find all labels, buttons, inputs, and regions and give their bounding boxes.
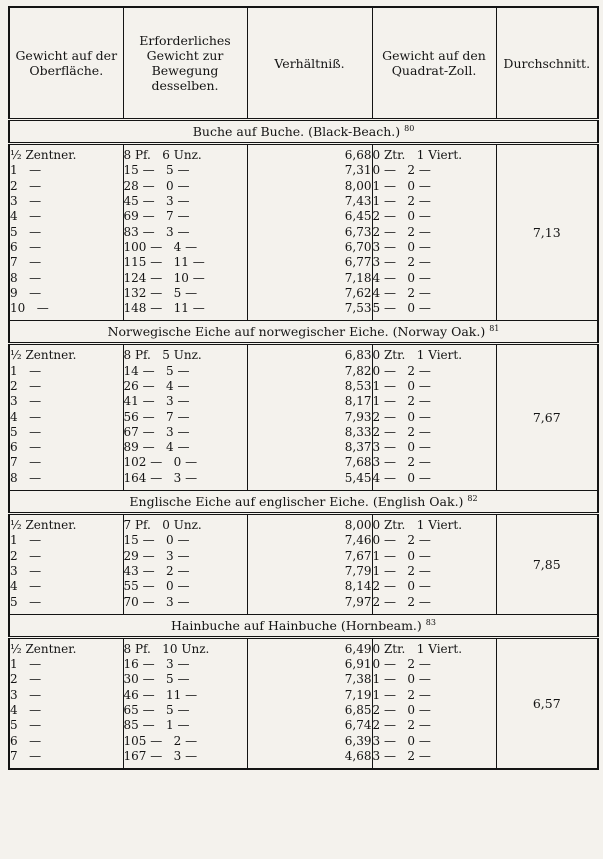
surface-weight-cell: 3 — <box>9 194 123 209</box>
ratio-cell: 6,85 <box>247 703 372 718</box>
ratio-cell: 7,38 <box>247 672 372 687</box>
required-weight-cell: 167 — 3 — <box>123 749 247 769</box>
ratio-cell: 6,73 <box>247 224 372 239</box>
square-inch-weight-cell: 2 — 0 — <box>372 579 496 594</box>
footnote-marker: 83 <box>425 617 436 627</box>
header-row <box>9 7 598 120</box>
square-inch-weight-cell: 3 — 0 — <box>372 240 496 255</box>
header-required-weight: Erforderliches Gewicht zur Bewegung desselben. <box>123 7 247 120</box>
header-surface-weight: Gewicht auf der Oberfläche. <box>9 7 123 120</box>
square-inch-weight-cell: 0 Ztr. 1 Viert. <box>372 144 496 164</box>
section-title <box>9 321 598 344</box>
required-weight-cell: 89 — 4 — <box>123 440 247 455</box>
surface-weight-cell: 6 — <box>9 440 123 455</box>
surface-weight-cell: 4 — <box>9 209 123 224</box>
required-weight-cell: 69 — 7 — <box>123 209 247 224</box>
ratio-cell: 7,19 <box>247 688 372 703</box>
table-row <box>9 637 598 657</box>
square-inch-weight-cell: 0 Ztr. 1 Viert. <box>372 344 496 364</box>
square-inch-weight-cell: 5 — 0 — <box>372 301 496 321</box>
surface-weight-cell: 5 — <box>9 718 123 733</box>
friction-table <box>8 6 599 770</box>
required-weight-cell: 55 — 0 — <box>123 579 247 594</box>
required-weight-cell: 30 — 5 — <box>123 672 247 687</box>
ratio-cell: 6,39 <box>247 734 372 749</box>
table-body <box>9 120 598 770</box>
ratio-cell: 7,43 <box>247 194 372 209</box>
ratio-cell: 7,62 <box>247 286 372 301</box>
ratio-cell: 8,00 <box>247 179 372 194</box>
surface-weight-cell: 6 — <box>9 240 123 255</box>
required-weight-cell: 8 Pf. 10 Unz. <box>123 637 247 657</box>
table-row <box>9 513 598 533</box>
square-inch-weight-cell: 4 — 0 — <box>372 270 496 285</box>
section-title <box>9 614 598 637</box>
section-title-text: Hainbuche auf Hainbuche (Hornbeam.) <box>171 617 422 633</box>
required-weight-cell: 70 — 3 — <box>123 594 247 614</box>
required-weight-cell: 15 — 5 — <box>123 163 247 178</box>
ratio-cell: 6,68 <box>247 144 372 164</box>
ratio-cell: 8,37 <box>247 440 372 455</box>
surface-weight-cell: 1 — <box>9 163 123 178</box>
square-inch-weight-cell: 2 — 0 — <box>372 409 496 424</box>
ratio-cell: 7,79 <box>247 564 372 579</box>
surface-weight-cell: 8 — <box>9 471 123 491</box>
surface-weight-cell: 7 — <box>9 255 123 270</box>
required-weight-cell: 41 — 3 — <box>123 394 247 409</box>
ratio-cell: 7,68 <box>247 455 372 470</box>
surface-weight-cell: 4 — <box>9 703 123 718</box>
square-inch-weight-cell: 1 — 2 — <box>372 194 496 209</box>
required-weight-cell: 83 — 3 — <box>123 224 247 239</box>
section-title-text: Norwegische Eiche auf norwegischer Eiche. (Norway Oak.) <box>107 324 486 340</box>
surface-weight-cell: 2 — <box>9 549 123 564</box>
square-inch-weight-cell: 0 — 2 — <box>372 533 496 548</box>
square-inch-weight-cell: 3 — 0 — <box>372 440 496 455</box>
surface-weight-cell: 3 — <box>9 394 123 409</box>
square-inch-weight-cell: 2 — 2 — <box>372 224 496 239</box>
required-weight-cell: 148 — 11 — <box>123 301 247 321</box>
square-inch-weight-cell: 1 — 0 — <box>372 179 496 194</box>
required-weight-cell: 8 Pf. 6 Unz. <box>123 144 247 164</box>
ratio-cell: 7,97 <box>247 594 372 614</box>
surface-weight-cell: ½ Zentner. <box>9 513 123 533</box>
section-header-row <box>9 120 598 144</box>
surface-weight-cell: 1 — <box>9 364 123 379</box>
surface-weight-cell: 10 — <box>9 301 123 321</box>
surface-weight-cell: 5 — <box>9 224 123 239</box>
square-inch-weight-cell: 1 — 0 — <box>372 672 496 687</box>
surface-weight-cell: 5 — <box>9 594 123 614</box>
square-inch-weight-cell: 3 — 2 — <box>372 255 496 270</box>
required-weight-cell: 43 — 2 — <box>123 564 247 579</box>
ratio-cell: 6,70 <box>247 240 372 255</box>
table-row <box>9 344 598 364</box>
ratio-cell: 7,93 <box>247 409 372 424</box>
required-weight-cell: 85 — 1 — <box>123 718 247 733</box>
square-inch-weight-cell: 1 — 2 — <box>372 564 496 579</box>
ratio-cell: 6,49 <box>247 637 372 657</box>
required-weight-cell: 15 — 0 — <box>123 533 247 548</box>
average-cell: 7,85 <box>496 513 598 614</box>
header-average: Durchschnitt. <box>496 7 598 120</box>
square-inch-weight-cell: 0 — 2 — <box>372 163 496 178</box>
header-weight-per-square-inch: Gewicht auf den Quadrat-Zoll. <box>372 7 496 120</box>
required-weight-cell: 45 — 3 — <box>123 194 247 209</box>
required-weight-cell: 56 — 7 — <box>123 409 247 424</box>
square-inch-weight-cell: 1 — 2 — <box>372 688 496 703</box>
section-title-text: Buche auf Buche. (Black-Beach.) <box>192 124 401 140</box>
required-weight-cell: 16 — 3 — <box>123 657 247 672</box>
surface-weight-cell: 3 — <box>9 564 123 579</box>
footnote-marker: 81 <box>489 324 500 334</box>
required-weight-cell: 65 — 5 — <box>123 703 247 718</box>
surface-weight-cell: 2 — <box>9 179 123 194</box>
footnote-marker: 82 <box>467 493 478 503</box>
ratio-cell: 5,45 <box>247 471 372 491</box>
surface-weight-cell: ½ Zentner. <box>9 144 123 164</box>
required-weight-cell: 29 — 3 — <box>123 549 247 564</box>
required-weight-cell: 8 Pf. 5 Unz. <box>123 344 247 364</box>
section-title <box>9 120 598 144</box>
average-cell: 7,67 <box>496 344 598 491</box>
surface-weight-cell: 2 — <box>9 672 123 687</box>
surface-weight-cell: 4 — <box>9 579 123 594</box>
section-header-row <box>9 490 598 513</box>
square-inch-weight-cell: 3 — 0 — <box>372 734 496 749</box>
required-weight-cell: 105 — 2 — <box>123 734 247 749</box>
required-weight-cell: 115 — 11 — <box>123 255 247 270</box>
ratio-cell: 7,18 <box>247 270 372 285</box>
surface-weight-cell: 7 — <box>9 749 123 769</box>
surface-weight-cell: ½ Zentner. <box>9 637 123 657</box>
section-title <box>9 490 598 513</box>
average-cell: 7,13 <box>496 144 598 321</box>
average-cell: 6,57 <box>496 637 598 769</box>
header-ratio: Verhältniß. <box>247 7 372 120</box>
square-inch-weight-cell: 0 Ztr. 1 Viert. <box>372 637 496 657</box>
ratio-cell: 6,83 <box>247 344 372 364</box>
surface-weight-cell: 4 — <box>9 409 123 424</box>
surface-weight-cell: 1 — <box>9 657 123 672</box>
surface-weight-cell: 6 — <box>9 734 123 749</box>
ratio-cell: 6,45 <box>247 209 372 224</box>
square-inch-weight-cell: 3 — 2 — <box>372 749 496 769</box>
square-inch-weight-cell: 2 — 0 — <box>372 209 496 224</box>
square-inch-weight-cell: 2 — 2 — <box>372 718 496 733</box>
ratio-cell: 7,67 <box>247 549 372 564</box>
square-inch-weight-cell: 0 — 2 — <box>372 657 496 672</box>
surface-weight-cell: 7 — <box>9 455 123 470</box>
ratio-cell: 7,82 <box>247 364 372 379</box>
section-header-row <box>9 321 598 344</box>
table-row <box>9 144 598 164</box>
ratio-cell: 7,31 <box>247 163 372 178</box>
ratio-cell: 8,33 <box>247 425 372 440</box>
square-inch-weight-cell: 1 — 0 — <box>372 379 496 394</box>
square-inch-weight-cell: 3 — 2 — <box>372 455 496 470</box>
required-weight-cell: 26 — 4 — <box>123 379 247 394</box>
required-weight-cell: 14 — 5 — <box>123 364 247 379</box>
square-inch-weight-cell: 1 — 2 — <box>372 394 496 409</box>
required-weight-cell: 67 — 3 — <box>123 425 247 440</box>
required-weight-cell: 46 — 11 — <box>123 688 247 703</box>
surface-weight-cell: 1 — <box>9 533 123 548</box>
required-weight-cell: 124 — 10 — <box>123 270 247 285</box>
section-header-row <box>9 614 598 637</box>
surface-weight-cell: 5 — <box>9 425 123 440</box>
ratio-cell: 6,77 <box>247 255 372 270</box>
ratio-cell: 6,74 <box>247 718 372 733</box>
square-inch-weight-cell: 2 — 2 — <box>372 594 496 614</box>
square-inch-weight-cell: 4 — 2 — <box>372 286 496 301</box>
surface-weight-cell: 3 — <box>9 688 123 703</box>
square-inch-weight-cell: 0 — 2 — <box>372 364 496 379</box>
ratio-cell: 7,46 <box>247 533 372 548</box>
surface-weight-cell: 8 — <box>9 270 123 285</box>
ratio-cell: 7,53 <box>247 301 372 321</box>
square-inch-weight-cell: 0 Ztr. 1 Viert. <box>372 513 496 533</box>
ratio-cell: 8,17 <box>247 394 372 409</box>
ratio-cell: 8,14 <box>247 579 372 594</box>
required-weight-cell: 7 Pf. 0 Unz. <box>123 513 247 533</box>
surface-weight-cell: ½ Zentner. <box>9 344 123 364</box>
square-inch-weight-cell: 2 — 0 — <box>372 703 496 718</box>
ratio-cell: 4,68 <box>247 749 372 769</box>
square-inch-weight-cell: 1 — 0 — <box>372 549 496 564</box>
ratio-cell: 6,91 <box>247 657 372 672</box>
footnote-marker: 80 <box>404 123 415 133</box>
required-weight-cell: 100 — 4 — <box>123 240 247 255</box>
required-weight-cell: 164 — 3 — <box>123 471 247 491</box>
ratio-cell: 8,00 <box>247 513 372 533</box>
square-inch-weight-cell: 4 — 0 — <box>372 471 496 491</box>
square-inch-weight-cell: 2 — 2 — <box>372 425 496 440</box>
section-title-text: Englische Eiche auf englischer Eiche. (English Oak.) <box>129 494 464 510</box>
surface-weight-cell: 2 — <box>9 379 123 394</box>
required-weight-cell: 132 — 5 — <box>123 286 247 301</box>
ratio-cell: 8,53 <box>247 379 372 394</box>
surface-weight-cell: 9 — <box>9 286 123 301</box>
required-weight-cell: 102 — 0 — <box>123 455 247 470</box>
required-weight-cell: 28 — 0 — <box>123 179 247 194</box>
